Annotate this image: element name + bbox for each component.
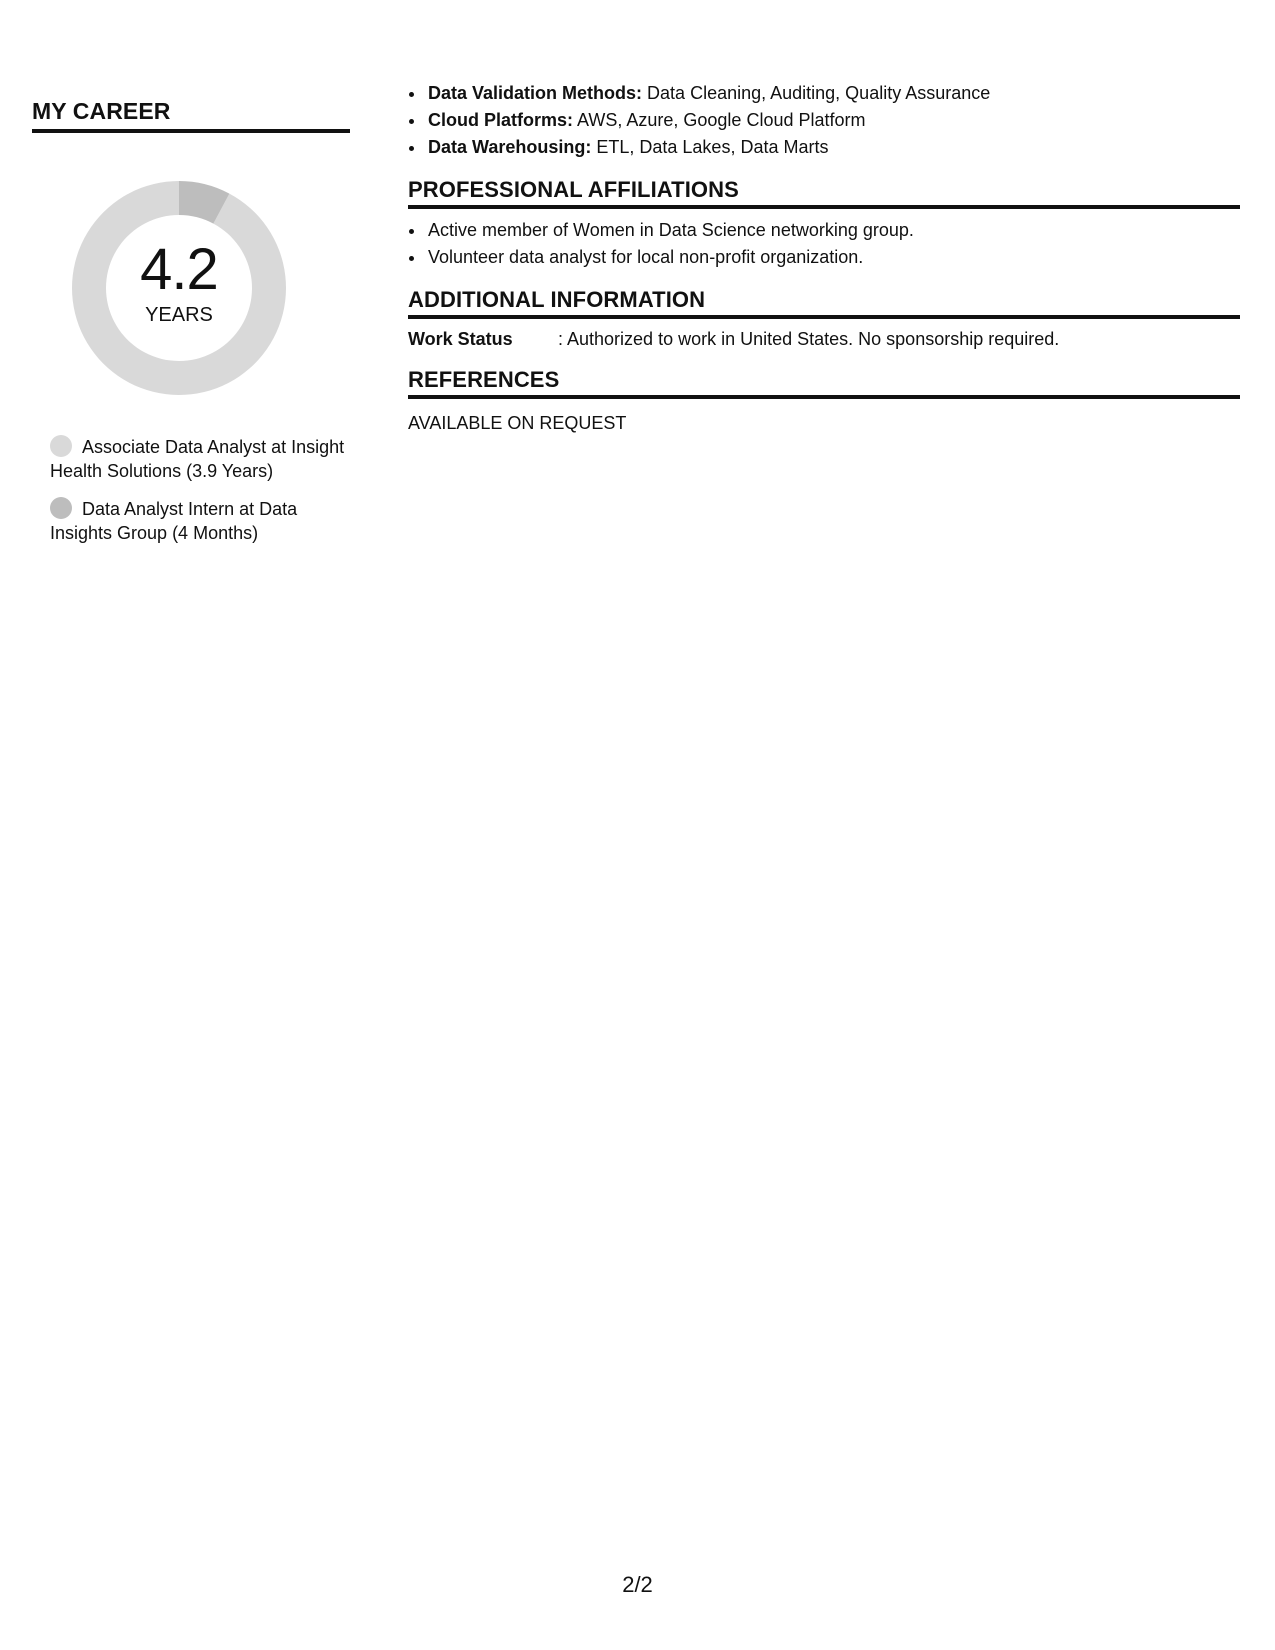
total-years-value: 4.2 xyxy=(140,237,218,302)
legend-dot-icon xyxy=(50,497,72,519)
additional-info-section xyxy=(408,287,1240,351)
legend-dot-icon xyxy=(50,435,72,457)
skill-label: Data Warehousing: xyxy=(428,137,592,157)
legend-label: Associate Data Analyst at Insight Health Solutions (3.9 Years) xyxy=(50,437,345,481)
page-number: 2/2 xyxy=(622,1572,653,1597)
additional-info-heading: ADDITIONAL INFORMATION xyxy=(408,287,1240,319)
total-years-unit: YEARS xyxy=(145,304,213,326)
skill-item xyxy=(426,80,1240,107)
career-heading: MY CAREER xyxy=(32,98,350,133)
references-section xyxy=(408,367,1240,435)
skill-value: Data Cleaning, Auditing, Quality Assurance xyxy=(647,83,991,103)
work-status-row xyxy=(408,327,1240,351)
references-text: AVAILABLE ON REQUEST xyxy=(408,413,627,433)
skills-list xyxy=(408,80,1240,161)
affiliation-item: • Active member of Women in Data Science networking group. xyxy=(426,217,1240,244)
skill-value: AWS, Azure, Google Cloud Platform xyxy=(577,110,866,130)
skill-item xyxy=(426,134,1240,161)
work-status-value: : Authorized to work in United States. No sponsorship required. xyxy=(558,329,1060,349)
work-status-label: Work Status xyxy=(408,329,513,349)
main-column xyxy=(408,80,1240,435)
affiliations-heading: PROFESSIONAL AFFILIATIONS xyxy=(408,177,1240,209)
skill-item xyxy=(426,107,1240,134)
affiliation-item: • Volunteer data analyst for local non-profit organization. xyxy=(426,244,1240,271)
legend-item xyxy=(50,435,350,483)
skill-label: Data Validation Methods: xyxy=(428,83,643,103)
references-heading: REFERENCES xyxy=(408,367,1240,399)
legend-label: Data Analyst Intern at Data Insights Group (4 Months) xyxy=(50,499,298,543)
career-column xyxy=(32,98,350,559)
skill-label: Cloud Platforms: xyxy=(428,110,574,130)
affiliations-list xyxy=(408,217,1240,271)
legend-item xyxy=(50,497,350,545)
skill-value: ETL, Data Lakes, Data Marts xyxy=(596,137,829,157)
donut-center xyxy=(66,175,292,401)
career-donut-chart xyxy=(66,175,292,401)
affiliations-section xyxy=(408,177,1240,271)
career-legend xyxy=(32,435,350,545)
